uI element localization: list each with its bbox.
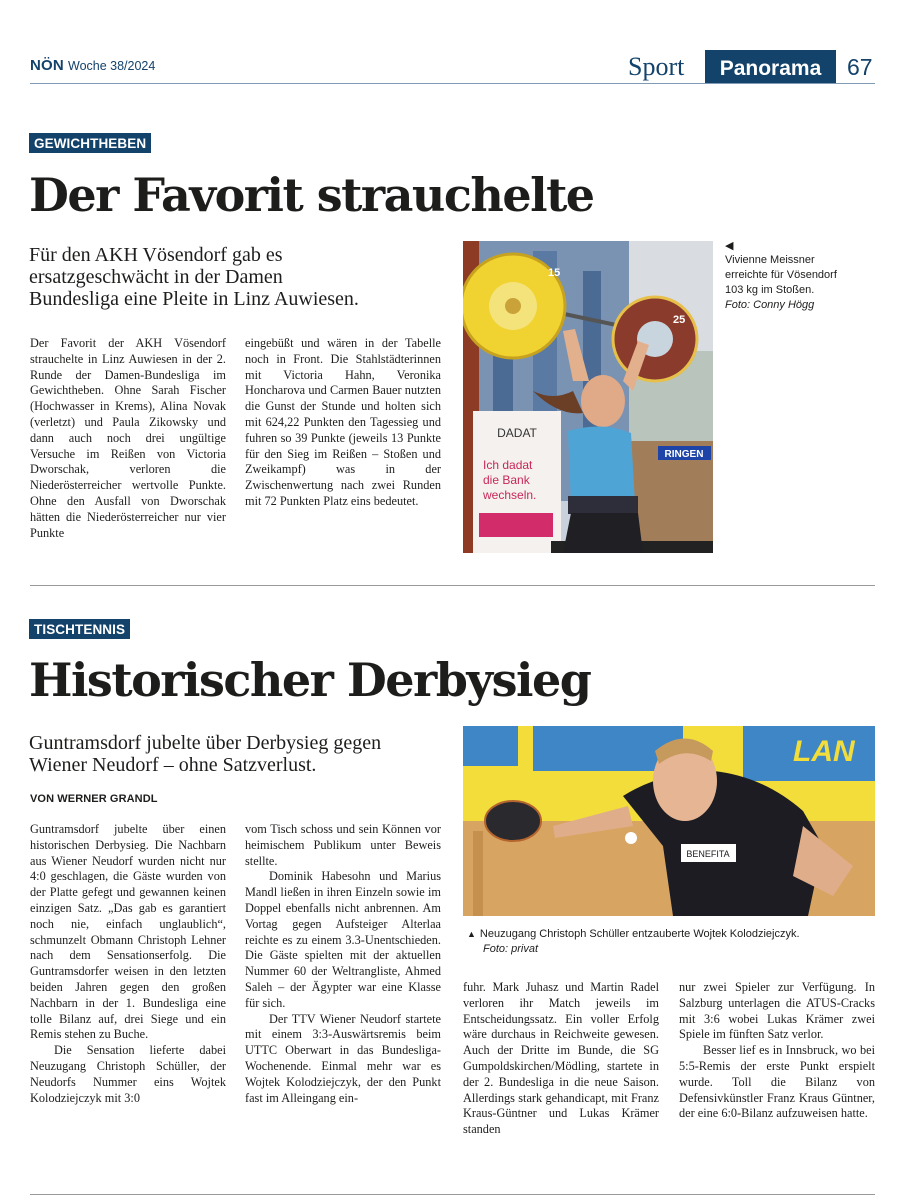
paragraph: vom Tisch schoss und sein Können vor heimischem Publikum unter Beweis stellte. — [245, 822, 441, 868]
photo-caption — [725, 239, 885, 313]
caption-arrow-icon: ◀ — [725, 240, 734, 252]
banner-brand: DADAT — [497, 426, 537, 440]
caption-line — [467, 927, 877, 942]
paragraph: Besser lief es in Innsbruck, wo bei 5:5-Remis der erste Punkt erspielt wurde. Toll die Bilanz von Defensivkünstler Franz Kraus Güntner, der eine 6:0-Bilanz aufzuweisen hatte. — [679, 1043, 875, 1121]
caption-line: erreichte für Vösendorf — [725, 269, 837, 281]
lead-line: Bundesliga eine Pleite in Linz Auwiesen. — [29, 288, 359, 310]
caption-line: 103 kg im Stoßen. — [725, 284, 815, 296]
lead-text — [29, 244, 449, 310]
paragraph: Der TTV Wiener Neudorf startete mit einem 3:3-Auswärtsremis beim UTTC Oberwart in das Bundesliga-Wochenende. Einmal mehr war es Wojtek Kolodziejczyk, der den Punkt fast im Alleingang ein- — [245, 1011, 441, 1105]
article-divider — [30, 585, 875, 586]
byline: VON WERNER GRANDL — [30, 793, 158, 805]
banner-line: die Bank — [483, 473, 530, 487]
ringen-sign: RINGEN — [664, 449, 704, 460]
kicker-label: GEWICHTHEBEN — [29, 133, 151, 153]
issue-label: Woche 38/2024 — [68, 59, 156, 73]
headline: Historischer Derbysieg — [29, 653, 591, 707]
paragraph: nur zwei Spieler zur Verfügung. In Salzburg unterlagen die ATUS-Cracks mit 3:6 wobei Lukas Krämer zwei Spiele im fünften Satz verlor. — [679, 980, 875, 1042]
lead-text — [29, 732, 449, 776]
section-label: Sport — [628, 52, 685, 81]
lead-line: Wiener Neudorf – ohne Satzverlust. — [29, 754, 317, 776]
caption-line: Vivienne Meissner — [725, 254, 815, 266]
lead-line: Für den AKH Vösendorf gab es — [29, 244, 283, 266]
photo-caption — [467, 927, 877, 957]
photo-table-tennis-player — [463, 726, 875, 916]
body-column-4 — [679, 980, 875, 1122]
banner-text: LAN — [793, 735, 855, 768]
plate-weight-right: 25 — [673, 314, 686, 326]
paragraph: Der Favorit der AKH Vösendorf strauchelte in Linz Auwiesen in der 2. Runde der Damen-Bundesliga im Gewichtheben. Ohne Sarah Fischer (Hochwasser in Krems), Alina Novak (verletzt) und Paula Zikowsky und dann auch noch drei ungültige Versuche im Reißen von Victoria Dworschak, verloren die Niederösterreicher wertvolle Punkte. Ohne den Ausfall von Dworschak hätten die Niederösterreicher nur vier Punkte — [30, 336, 226, 540]
publication-logo: NÖN — [30, 57, 64, 74]
body-column-3 — [463, 980, 659, 1138]
table-tennis-illustration — [463, 726, 875, 916]
kicker-label: TISCHTENNIS — [29, 619, 130, 639]
caption-arrow-icon: ▲ — [467, 929, 476, 939]
paragraph: Die Sensation lieferte dabei Neuzugang Christoph Schüller, der Neudorfs Nummer eins Wojtek Kolodziejczyk mit 3:0 — [30, 1043, 226, 1105]
photo-credit: Foto: privat — [483, 943, 539, 955]
paragraph: eingebüßt und wären in der Tabelle noch in Front. Die Stahlstädterinnen mit Victoria Hahn, Veronika Honcharova und Carmen Bauer nutzten die Gunst der Stunde und holten sich mit 624,22 Punkten den Tagessieg und fuhren so 39 Punkte (jeweils 13 Punkte für den Sieg im Reißen – Stoßen und Zweikampf) was in der Zwischenwertung nach zwei Runden mit 72 Punkten Platz eins bedeutet. — [245, 336, 441, 508]
banner-line: Ich dadat — [483, 458, 533, 472]
footer-divider — [30, 1194, 875, 1195]
photo-credit: Foto: Conny Högg — [725, 299, 815, 311]
body-column-1 — [30, 822, 226, 1106]
paragraph: Guntramsdorf jubelte über einen historischen Derbysieg. Die Nachbarn aus Wiener Neudorf wurden nicht nur 4:0 geschlagen, die Gäste wurden von der Platte gefegt und gewannen keinen einzigen Satz. „Das gab es garantiert noch nie, einfach unglaublich“, schmunzelt Obmann Christoph Lehner nach dem Sensationserfolg. Die Guntramsdorfer weisen in den letzten beiden Jahren gegen den großen Nachbarn in der 1. Bundesliga eine tolle Bilanz auf, drei Siege und ein Remis stehen zu Buche. — [30, 822, 226, 1042]
banner-line: wechseln. — [483, 488, 537, 502]
caption-text: Neuzugang Christoph Schüller entzauberte Wojtek Kolodziejczyk. — [479, 928, 800, 940]
lead-line: Guntramsdorf jubelte über Derbysieg gegen — [29, 732, 382, 754]
photo-weightlifter — [463, 241, 713, 553]
body-column-2 — [245, 822, 441, 1106]
headline: Der Favorit strauchelte — [29, 168, 594, 222]
weightlifter-illustration — [463, 241, 713, 553]
paragraph: Dominik Habesohn und Marius Mandl ließen in ihren Einzeln sowie im Doppel ebenfalls nicht anbrennen. Am Vortag gegen Aufsteiger Alterlaa reichte es zu einem 3.3-Unentschieden. Die Gäste spielten mit der aktuellen Nummer 60 der Weltrangliste, Ahmed Saleh – der Ägypter war eine Klasse für sich. — [245, 869, 441, 1010]
shirt-sponsor: BENEFITA — [686, 849, 730, 859]
body-column-1 — [30, 336, 226, 541]
body-column-2 — [245, 336, 441, 510]
plate-weight-left: 15 — [548, 267, 561, 279]
header-divider — [30, 83, 875, 84]
page-number: 67 — [847, 54, 873, 80]
subsection-badge: Panorama — [705, 50, 836, 83]
lead-line: ersatzgeschwächt in der Damen — [29, 266, 283, 288]
paragraph: fuhr. Mark Juhasz und Martin Radel verloren ihr Match jeweils im Entscheidungssatz. Ein voller Erfolg wäre durchaus in Reichweite gewesen. Auch der Dritte im Bunde, die SG Gumpoldskirchen/Mödling, startete in der 2. Bundesliga in die neue Saison. Allerdings stark gehandicapt, mit Franz Kraus-Güntner und Lukas Krämer standen — [463, 980, 659, 1137]
